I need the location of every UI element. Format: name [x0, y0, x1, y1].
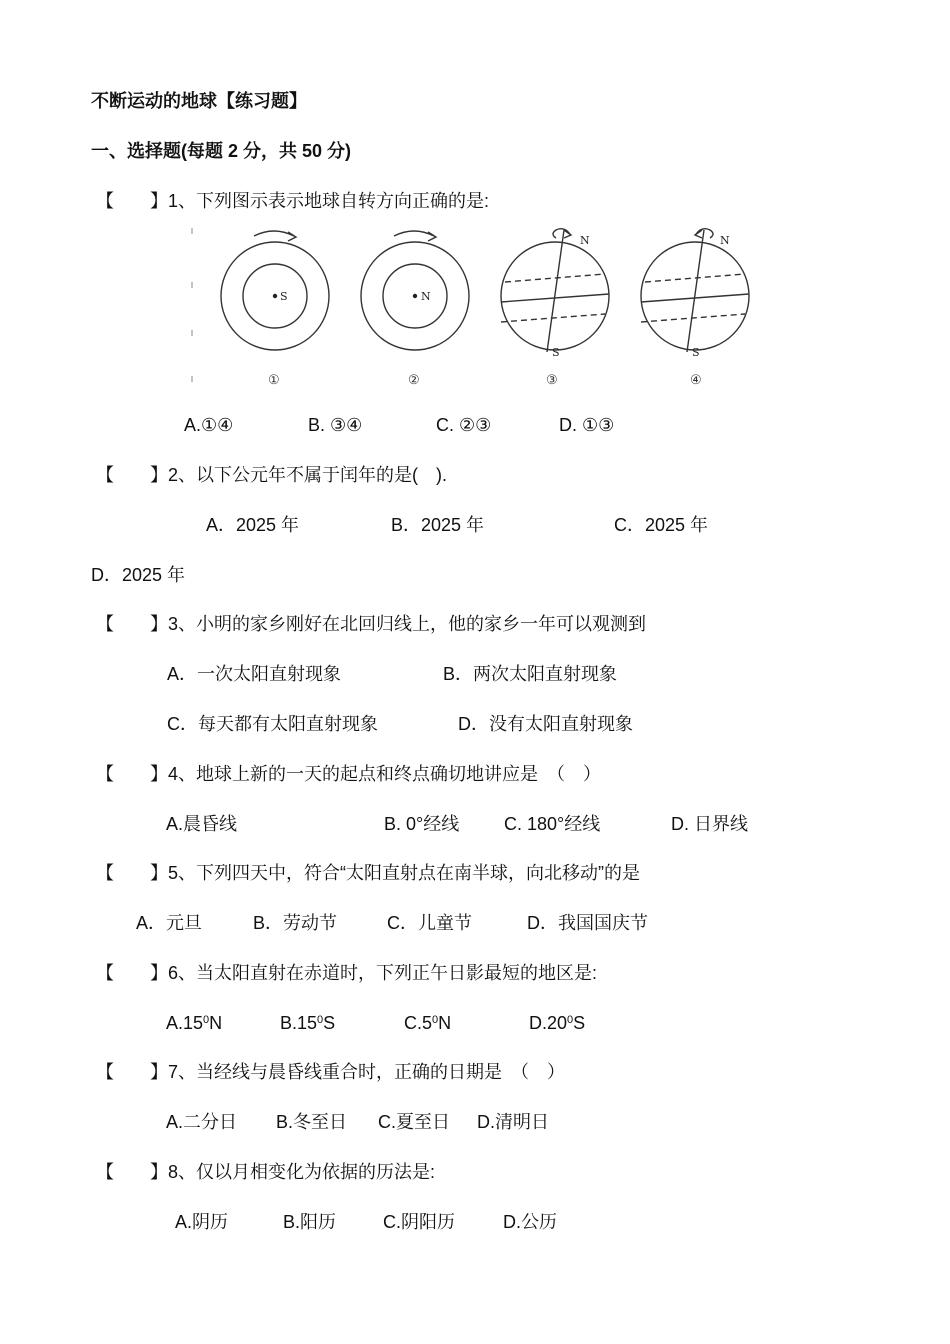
figure-label-4: ④ — [690, 373, 702, 388]
answer-bracket: 【 】 — [96, 1062, 168, 1082]
option-a: A.阴历 — [175, 1212, 229, 1232]
question-5 — [96, 861, 640, 885]
option-a: A.晨昏线 — [166, 814, 238, 834]
answer-bracket: 【 】 — [96, 614, 168, 634]
option-b: B. ③④ — [308, 415, 363, 435]
polar-view-south-diagram — [221, 231, 329, 350]
side-view-diagram-3 — [501, 229, 609, 352]
pole-label-n: N — [580, 234, 590, 247]
question-stem: 2、以下公元年不属于闰年的是( ). — [168, 465, 447, 485]
answer-bracket: 【 】 — [96, 465, 168, 485]
question-8 — [96, 1160, 435, 1184]
pole-label-n: N — [421, 290, 431, 303]
option-a: A.二分日 — [166, 1112, 238, 1132]
figure-label-2: ② — [408, 373, 420, 388]
option-a: A．2025 年 — [206, 515, 300, 535]
option-d: D．2025 年 — [91, 565, 186, 585]
page-title: 不断运动的地球【练习题】 — [91, 91, 307, 111]
answer-bracket: 【 】 — [96, 191, 168, 211]
answer-bracket: 【 】 — [96, 863, 168, 883]
option-c: C. ②③ — [436, 415, 492, 435]
question-2 — [96, 463, 447, 487]
option-b: B.冬至日 — [276, 1112, 348, 1132]
question-7 — [96, 1060, 565, 1084]
pole-label-s: S — [552, 346, 560, 359]
question-4 — [96, 762, 601, 786]
answer-bracket: 【 】 — [96, 764, 168, 784]
option-b: B．2025 年 — [391, 515, 485, 535]
option-c: C．2025 年 — [614, 515, 709, 535]
option-d: D. 日界线 — [671, 814, 749, 834]
option-d: $D.20^0S$ — [529, 1013, 586, 1033]
option-b: B. 0°经线 — [384, 814, 460, 834]
option-c: C. 180°经线 — [504, 814, 601, 834]
answer-bracket: 【 】 — [96, 1162, 168, 1182]
option-d: D．没有太阳直射现象 — [458, 714, 633, 734]
question-stem: 6、当太阳直射在赤道时，下列正午日影最短的地区是: — [168, 963, 598, 983]
earth-rotation-figure — [188, 222, 768, 392]
option-c: C.阴阳历 — [383, 1212, 455, 1232]
option-a: A．元旦 — [136, 913, 203, 933]
option-b: B．两次太阳直射现象 — [443, 664, 618, 684]
question-3 — [96, 612, 646, 636]
option-d: D. ①③ — [559, 415, 615, 435]
polar-view-north-diagram — [361, 231, 469, 350]
option-a: $A.15^0N$ — [166, 1013, 223, 1033]
option-c: $C.5^0N$ — [404, 1013, 452, 1033]
option-b: $B.15^0S$ — [280, 1013, 336, 1033]
pole-label-s: S — [280, 290, 288, 303]
question-stem: 8、仅以月相变化为依据的历法是: — [168, 1162, 436, 1182]
answer-bracket: 【 】 — [96, 963, 168, 983]
option-d: D．我国国庆节 — [527, 913, 648, 933]
question-stem: 7、当经线与晨昏线重合时，正确的日期是 （ ） — [168, 1062, 566, 1082]
option-c: C．每天都有太阳直射现象 — [167, 714, 378, 734]
option-b: B.阳历 — [283, 1212, 337, 1232]
figure-label-3: ③ — [546, 373, 558, 388]
section-heading: 一、选择题(每题 2 分，共 50 分) — [91, 141, 352, 161]
option-a: A．一次太阳直射现象 — [167, 664, 342, 684]
option-d: D.清明日 — [477, 1112, 549, 1132]
pole-label-n: N — [720, 234, 730, 247]
question-stem: 5、下列四天中，符合“太阳直射点在南半球，向北移动”的是 — [168, 863, 640, 883]
side-view-diagram-4 — [641, 229, 749, 352]
pole-label-s: S — [692, 346, 700, 359]
option-c: C.夏至日 — [378, 1112, 450, 1132]
question-stem: 3、小明的家乡刚好在北回归线上，他的家乡一年可以观测到 — [168, 614, 647, 634]
option-a: A.①④ — [184, 415, 234, 435]
option-b: B．劳动节 — [253, 913, 338, 933]
option-c: C．儿童节 — [387, 913, 472, 933]
question-6 — [96, 961, 597, 985]
question-stem: 1、下列图示表示地球自转方向正确的是: — [168, 191, 490, 211]
figure-label-1: ① — [268, 373, 280, 388]
question-1 — [96, 189, 489, 213]
option-d: D.公历 — [503, 1212, 557, 1232]
question-stem: 4、地球上新的一天的起点和终点确切地讲应是 （ ） — [168, 764, 602, 784]
